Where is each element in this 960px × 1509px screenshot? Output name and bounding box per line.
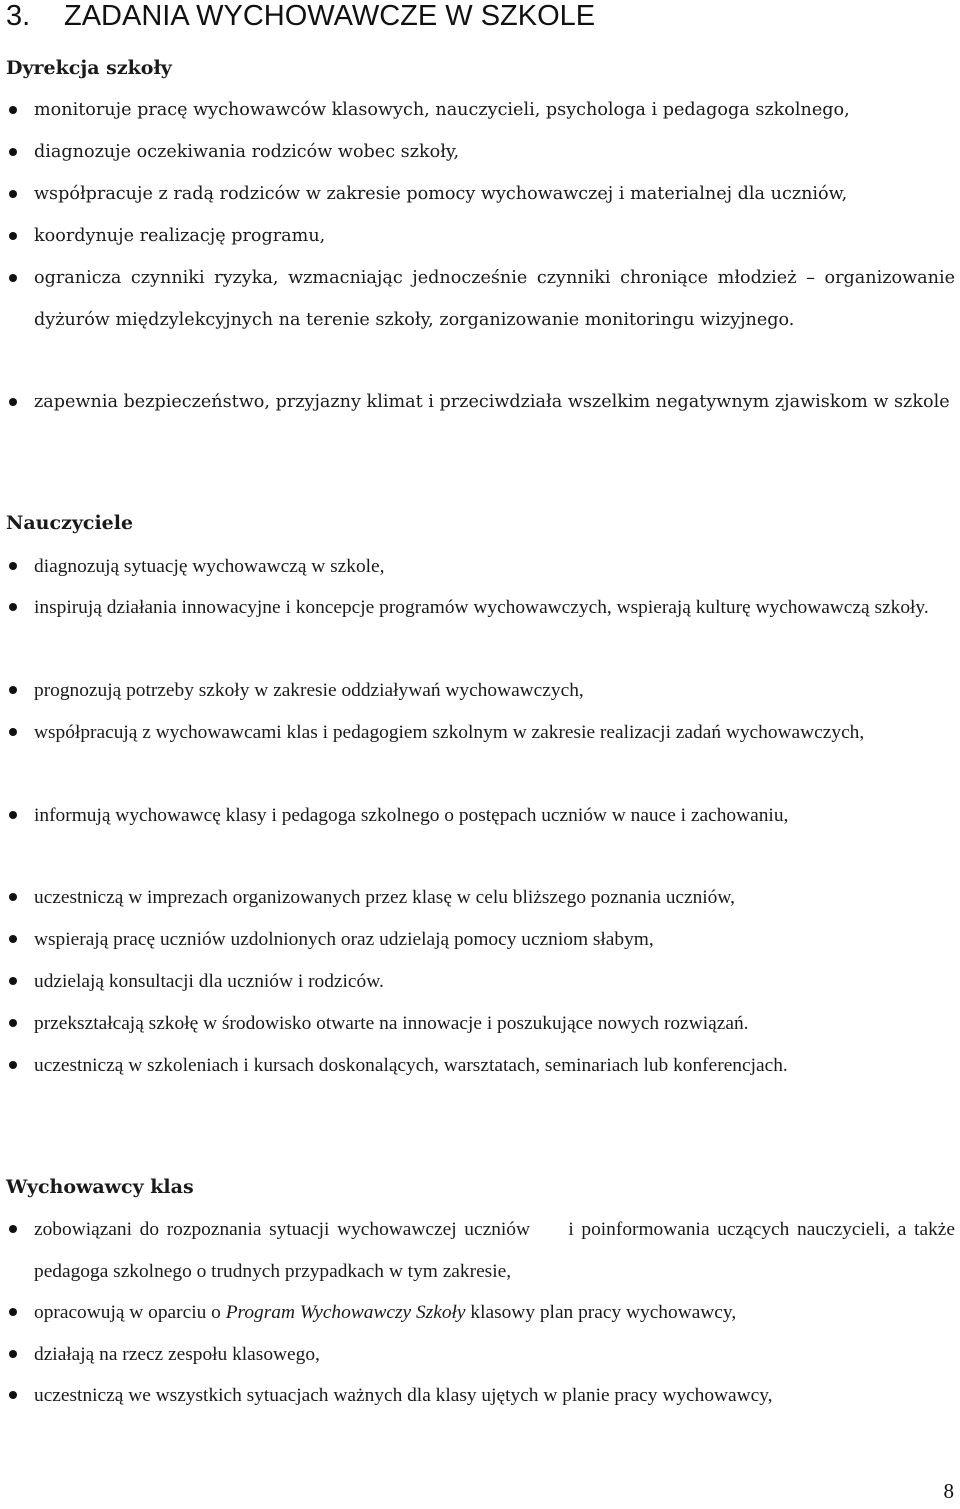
page-number: 8 [943,1479,954,1503]
list-item [34,1292,955,1334]
list-item: wspierają pracę uczniów uzdolnionych oraz udzielają pomocy uczniom słabym, [34,919,955,961]
list-item-text: klasowy plan pracy wychowawcy, [465,1302,737,1323]
section-title-wychowawcy: Wychowawcy klas [6,1176,194,1198]
list-item: przekształcają szkołę w środowisko otwarte na innowacje i poszukujące nowych rozwiązań. [34,1003,955,1045]
list-item: diagnozują sytuację wychowawczą w szkole, [34,546,955,588]
list-item-text: opracowują w oparciu o [34,1302,226,1323]
chapter-heading [6,0,595,36]
chapter-title: ZADANIA WYCHOWAWCZE W SZKOLE [64,0,596,32]
list-item: uczestniczą w szkoleniach i kursach doskonalących, warsztatach, seminariach lub konferencjach. [34,1045,955,1087]
list-item: współpracuje z radą rodziców w zakresie pomocy wychowawczej i materialnej dla uczniów, [34,174,955,216]
list-item: uczestniczą w imprezach organizowanych przez klasę w celu bliższego poznania uczniów, [34,877,955,919]
list-item: koordynuje realizację programu, [34,216,955,258]
list-item: inspirują działania innowacyjne i koncepcje programów wychowawczych, wspierają kulturę wychowawczą szkoły. [34,587,955,629]
section-title-nauczyciele: Nauczyciele [6,512,134,534]
list-item: diagnozuje oczekiwania rodziców wobec szkoły, [34,132,955,174]
list-item: monitoruje pracę wychowawców klasowych, nauczycieli, psychologa i pedagoga szkolnego, [34,90,955,132]
list-item: udzielają konsultacji dla uczniów i rodziców. [34,961,955,1003]
list-item: zapewnia bezpieczeństwo, przyjazny klimat i przeciwdziała wszelkim negatywnym zjawiskom w szkole [34,382,955,424]
section-title-dyrekcja: Dyrekcja szkoły [6,57,172,79]
list-item: zobowiązani do rozpoznania sytuacji wychowawczej uczniów i poinformowania uczących nauczycieli, a także pedagoga szkolnego o trudnych przypadkach w tym zakresie, [34,1209,955,1292]
list-item: prognozują potrzeby szkoły w zakresie oddziaływań wychowawczych, [34,670,955,712]
list-item: uczestniczą we wszystkich sytuacjach ważnych dla klasy ujętych w planie pracy wychowawcy, [34,1375,955,1417]
list-item: współpracują z wychowawcami klas i pedagogiem szkolnym w zakresie realizacji zadań wychowawczych, [34,712,955,754]
list-item: ogranicza czynniki ryzyka, wzmacniając jednocześnie czynniki chroniące młodzież – organizowanie dyżurów międzylekcyjnych na terenie szkoły, zorganizowanie monitoringu wizyjnego. [34,258,955,341]
program-title: Program Wychowawczy Szkoły [225,1302,466,1323]
list-item: działają na rzecz zespołu klasowego, [34,1334,955,1376]
chapter-number: 3. [6,0,31,32]
list-item: informują wychowawcę klasy i pedagoga szkolnego o postępach uczniów w nauce i zachowaniu, [34,795,955,837]
